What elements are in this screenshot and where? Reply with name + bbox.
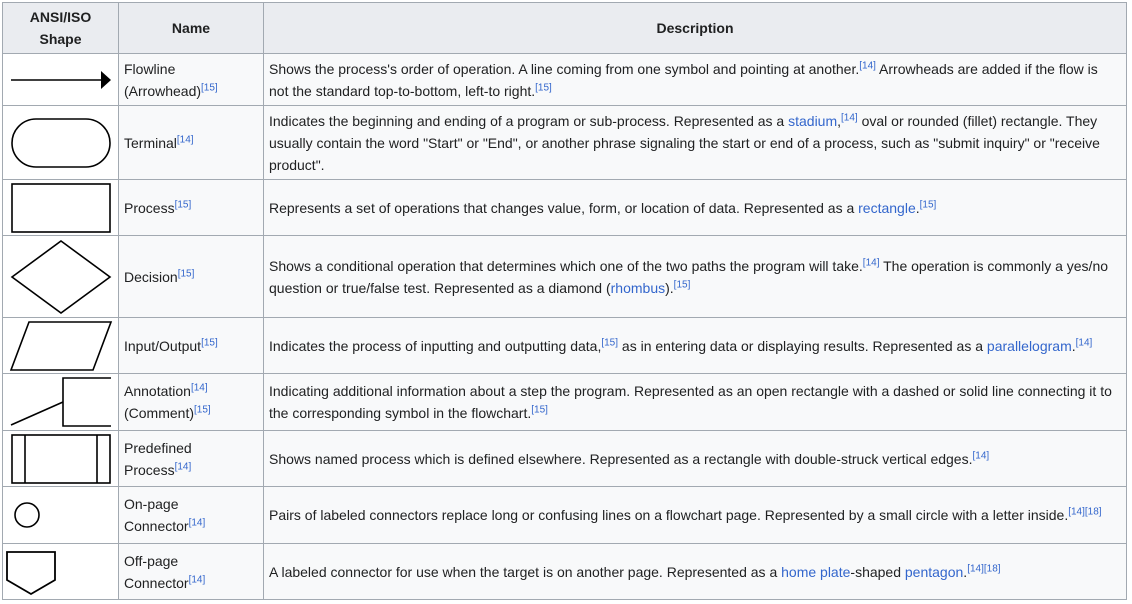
table-row [3,180,1127,236]
symbol-name: Terminal[14] [119,106,264,180]
symbol-description: Indicates the beginning and ending of a program or sub-process. Represented as a stadium,[14] oval or rounded (fillet) rectangle. They usually contain the word "Start" or "End", or another phrase signaling the start or end of a process, such as "submit inquiry" or "receive product". [264,106,1127,180]
symbol-name: Flowline (Arrowhead)[15] [119,54,264,106]
symbol-description: Indicating additional information about a step the program. Represented as an open rectangle with a dashed or solid line connecting it to the corresponding symbol in the flowchart.[15] [264,374,1127,431]
table-row [3,487,1127,544]
symbol-description: Represents a set of operations that changes value, form, or location of data. Represented as a rectangle.[15] [264,180,1127,236]
table-header-row [3,3,1127,54]
symbol-description: Shows a conditional operation that determines which one of the two paths the program will take.[14] The operation is commonly a yes/no question or true/false test. Represented as a diamond (rhombus).[15] [264,236,1127,318]
symbol-name: Process[15] [119,180,264,236]
annotation-bracket-icon [9,375,113,429]
decision-diamond-icon [9,239,113,315]
symbol-name: Off-page Connector[14] [119,544,264,600]
off-page-connector-pentagon-icon [3,546,107,598]
symbol-name: Annotation[14] (Comment)[15] [119,374,264,431]
table-row [3,374,1127,431]
flowchart-symbols-table [2,2,1127,600]
link-rhombus[interactable]: rhombus [610,279,666,296]
symbol-description: Shows the process's order of operation. A line coming from one symbol and pointing at another.[14] Arrowheads are added if the flow is not the standard top-to-bottom, left-to right.[15] [264,54,1127,106]
shape-cell [3,318,119,374]
link-parallelogram[interactable]: parallelogram [986,337,1072,354]
input-output-parallelogram-icon [9,320,113,372]
shape-cell [3,180,119,236]
link-home-plate[interactable]: home plate [781,563,851,580]
symbol-name: Decision[15] [119,236,264,318]
link-pentagon[interactable]: pentagon [904,563,964,580]
table-row [3,318,1127,374]
table-row [3,431,1127,487]
header-shape: ANSI/ISO Shape [3,3,119,54]
symbol-name: On-page Connector[14] [119,487,264,544]
shape-cell [3,431,119,487]
flowline-arrow-icon [9,65,113,95]
symbol-description: Pairs of labeled connectors replace long or confusing lines on a flowchart page. Represented by a small circle with a letter inside.[14][18] [264,487,1127,544]
process-rectangle-icon [9,182,113,234]
symbol-name: Input/Output[15] [119,318,264,374]
symbol-description: Shows named process which is defined elsewhere. Represented as a rectangle with double-struck vertical edges.[14] [264,431,1127,487]
shape-cell [3,106,119,180]
shape-cell [3,544,119,600]
header-name: Name [119,3,264,54]
link-stadium[interactable]: stadium [788,112,838,129]
table-row [3,544,1127,600]
symbol-name: Predefined Process[14] [119,431,264,487]
shape-cell [3,487,119,544]
terminal-stadium-icon [9,116,113,170]
table-row [3,106,1127,180]
on-page-connector-circle-icon [3,490,107,540]
symbol-description: A labeled connector for use when the target is on another page. Represented as a home plate-shaped pentagon.[14][18] [264,544,1127,600]
table-row [3,236,1127,318]
shape-cell [3,236,119,318]
shape-cell [3,374,119,431]
symbol-description: Indicates the process of inputting and outputting data,[15] as in entering data or displaying results. Represented as a parallelogram.[14] [264,318,1127,374]
header-description: Description [264,3,1127,54]
link-rectangle[interactable]: rectangle [858,199,916,216]
table-row [3,54,1127,106]
shape-cell [3,54,119,106]
predefined-process-icon [9,433,113,485]
